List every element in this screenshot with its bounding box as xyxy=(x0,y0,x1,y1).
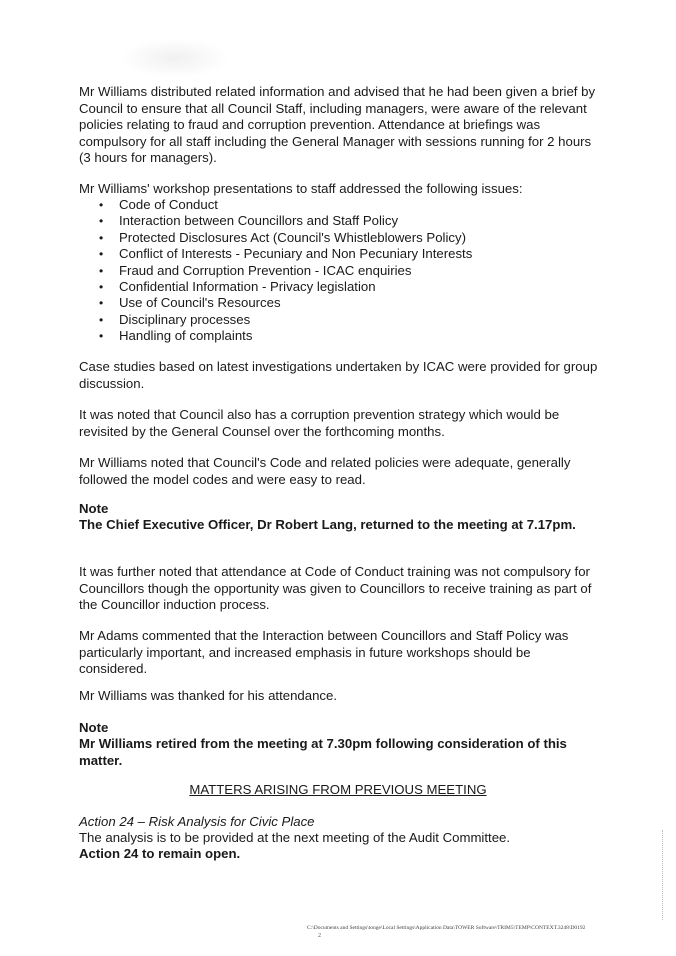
list-item: • Confidential Information - Privacy legislation xyxy=(97,279,472,295)
action-text: The analysis is to be provided at the next meeting of the Audit Committee. xyxy=(79,830,511,845)
paragraph-case-studies: Case studies based on latest investigations undertaken by ICAC were provided for group discussion. xyxy=(79,359,598,391)
page-number: 2 xyxy=(318,933,321,939)
paragraph-workshop-intro: Mr Williams' workshop presentations to staff addressed the following issues: xyxy=(79,181,523,196)
list-item: • Fraud and Corruption Prevention - ICAC enquiries xyxy=(97,263,472,279)
note-text: Mr Williams retired from the meeting at 7.30pm following consideration of this matter. xyxy=(79,736,567,768)
note-label: Note xyxy=(79,720,109,735)
issues-list xyxy=(97,197,472,345)
footer-file-path: C:\Documents and Settings\tonge\Local Settings\Application Data\TOWER Software\TRIM5\TEMP\CONTEXT.3248\D0192 xyxy=(307,925,586,931)
paragraph-code-adequate: Mr Williams noted that Council's Code and related policies were adequate, generally followed the model codes and were easy to read. xyxy=(79,455,571,487)
paragraph-adams: Mr Adams commented that the Interaction between Councillors and Staff Policy was particularly important, and increased emphasis in future workshops should be considered. xyxy=(79,628,569,677)
paragraph-training: It was further noted that attendance at Code of Conduct training was not compulsory for Councillors though the opportunity was given to Councillors to receive training as part of the Councillor induction process. xyxy=(79,564,592,613)
paragraph-corruption-strategy: It was noted that Council also has a corruption prevention strategy which would be revisited by the General Counsel over the forthcoming months. xyxy=(79,407,560,439)
action-status: Action 24 to remain open. xyxy=(79,846,241,861)
list-item: • Interaction between Councillors and Staff Policy xyxy=(97,213,472,229)
scan-edge-marks xyxy=(662,830,664,920)
list-item: • Protected Disclosures Act (Council's Whistleblowers Policy) xyxy=(97,230,472,246)
list-item: • Use of Council's Resources xyxy=(97,295,472,311)
action-title: Action 24 – Risk Analysis for Civic Place xyxy=(79,814,315,829)
list-item: • Code of Conduct xyxy=(97,197,472,213)
list-item: • Disciplinary processes xyxy=(97,312,472,328)
list-item: • Handling of complaints xyxy=(97,328,472,344)
scan-smudge xyxy=(120,38,230,78)
section-heading: MATTERS ARISING FROM PREVIOUS MEETING xyxy=(189,782,487,797)
note-text: The Chief Executive Officer, Dr Robert Lang, returned to the meeting at 7.17pm. xyxy=(79,517,576,532)
paragraph-briefing: Mr Williams distributed related information and advised that he had been given a brief by Council to ensure that all Council Staff, including managers, were aware of the relevant policies relating to fraud and corruption prevention. Attendance at briefings was compulsory for all staff including the General Manager with sessions running for 2 hours (3 hours for managers). xyxy=(79,84,596,166)
list-item: • Conflict of Interests - Pecuniary and Non Pecuniary Interests xyxy=(97,246,472,262)
paragraph-thanks: Mr Williams was thanked for his attendance. xyxy=(79,688,337,703)
note-label: Note xyxy=(79,501,109,516)
